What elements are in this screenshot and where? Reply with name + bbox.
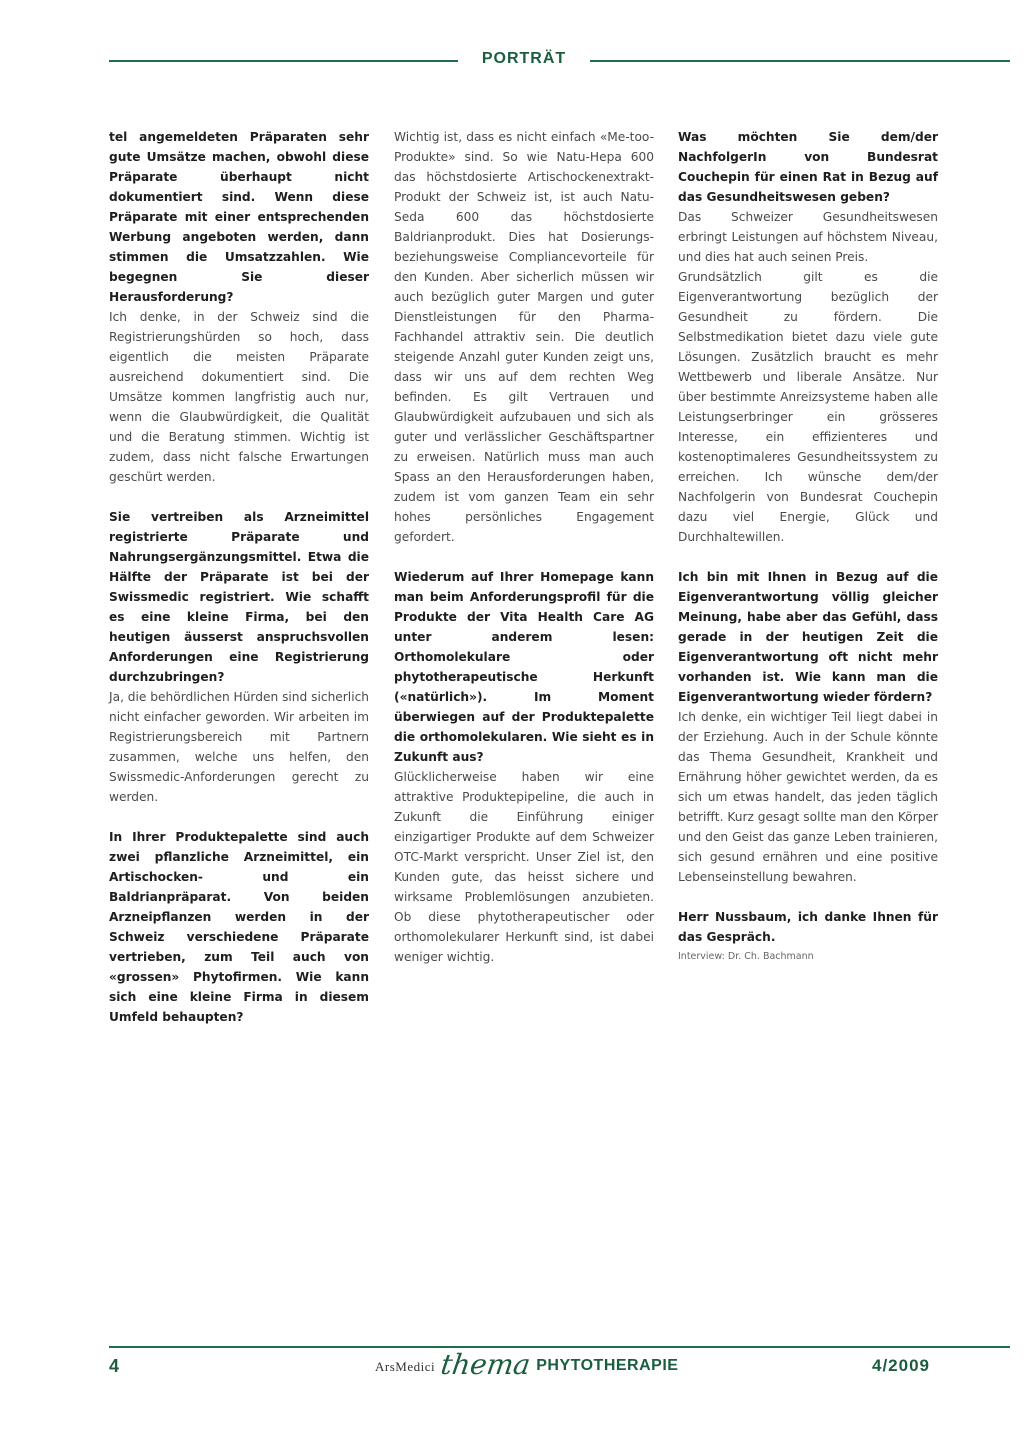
closing-paragraph: Herr Nussbaum, ich danke Ihnen für das Gespräch. [678,910,938,944]
answer-paragraph: Glücklicherweise haben wir eine attraktive Produktepipeline, die auch in Zukunft die Einführung einiger einzigartiger Produkte auf dem Schweizer OTC-Markt verspricht. Unser Ziel ist, den Kunden gute, das heisst sichere und wirksame Problemlösungen anzubieten. Ob diese phytotherapeutischer oder orthomolekularer Herkunft sind, ist dabei weniger wichtig. [394,770,654,964]
issue-number: 4/2009 [872,1356,930,1375]
question-paragraph: Ich bin mit Ihnen in Bezug auf die Eigenverantwortung völlig gleicher Meinung, habe aber das Gefühl, dass gerade in der heutigen Zeit die Eigenverantwortung oft nicht mehr vorhanden ist. Wie kann man die Eigenverantwortung wieder fördern? [678,570,938,704]
question-paragraph: Sie vertreiben als Arzneimittel registrierte Präparate und Nahrungsergänzungsmittel. Etwa die Hälfte der Präparate ist bei der Swissmedic registriert. Wie schafft es eine kleine Firma, bei den heutigen äusserst anspruchsvollen Anforderungen eine Registrierung durchzubringen? [109,510,369,684]
text-column-3 [678,127,938,967]
text-column-1 [109,127,369,1027]
question-paragraph: Was möchten Sie dem/der NachfolgerIn von Bundesrat Couchepin für einen Rat in Bezug auf das Gesundheitswesen geben? [678,130,938,204]
answer-paragraph: Wichtig ist, dass es nicht einfach «Me-too-Produkte» sind. So wie Natu-Hepa 600 das höchstdosierte Artischockenextrakt-Produkt der Schweiz ist, ist auch Natu-Seda 600 das höchstdosierte Baldrianprodukt. Dies hat Dosierungs- beziehungsweise Compliancevorteile für den Kunden. Aber sicherlich müssen wir auch bezüglich guter Margen und guter Dienstleistungen für den Pharma-Fachhandel attraktiv sein. Die deutlich steigende Anzahl guter Kunden zeigt uns, dass wir uns auf dem rechten Weg befinden. Es gilt Vertrauen und Glaubwürdigkeit aufzubauen und sich als guter und verlässlicher Geschäftspartner zu erweisen. Natürlich muss man auch Spass an den Herausforderungen haben, zudem ist vom ganzen Team ein sehr hohes persönliches Engagement gefordert. [394,130,654,544]
logo-ars-medici: ArsMedici [375,1359,436,1374]
answer-paragraph: Ich denke, ein wichtiger Teil liegt dabei in der Erziehung. Auch in der Schule könnte das Thema Gesundheit, Krankheit und Ernährung höher gewichtet werden, da es sich um etwas handelt, das jeden täglich betrifft. Kurz gesagt sollte man den Körper und den Geist das ganze Leben trainieren, sich gesund ernähren und eine positive Lebenseinstellung bewahren. [678,710,938,884]
question-paragraph: Wiederum auf Ihrer Homepage kann man beim Anforderungsprofil für die Produkte der Vita Health Care AG unter anderem lesen: Orthomolekulare oder phytotherapeutische Herkunft («natürlich»). Im Moment überwiegen auf der Produktepalette die orthomolekularen. Wie sieht es in Zukunft aus? [394,570,654,764]
question-paragraph: tel angemeldeten Präparaten sehr gute Umsätze machen, obwohl diese Präparate überhaupt nicht dokumentiert sind. Wenn diese Präparate mit einer entsprechenden Werbung angeboten werden, dann stimmen die Umsatzzahlen. Wie begegnen Sie dieser Herausforderung? [109,130,369,304]
header-rule-left [109,60,458,62]
logo-thema: thema [438,1348,533,1381]
page-number: 4 [109,1356,120,1376]
question-paragraph: In Ihrer Produktepalette sind auch zwei pflanzliche Arzneimittel, ein Artischocken- und ein Baldrianpräparat. Von beiden Arzneipflanzen werden in der Schweiz verschiedene Präparate vertrieben, zum Teil auch von «grossen» Phytofirmen. Wie kann sich eine kleine Firma in diesem Umfeld behaupten? [109,830,369,1024]
interview-credit: Interview: Dr. Ch. Bachmann [678,951,814,962]
footer-rule [109,1346,1010,1348]
logo-section-name: PHYTOTHERAPIE [536,1357,679,1374]
header-rule-right [590,60,1010,62]
answer-paragraph: Ja, die behördlichen Hürden sind sicherlich nicht einfacher geworden. Wir arbeiten im Registrierungsbereich mit Partnern zusammen, welche uns helfen, den Swissmedic-Anforderungen gerecht zu werden. [109,690,370,804]
answer-paragraph: Ich denke, in der Schweiz sind die Registrierungshürden so hoch, dass eigentlich die meisten Präparate ausreichend dokumentiert sind. Die Umsätze kommen langfristig auch nur, wenn die Glaubwürdigkeit, die Qualität und die Beratung stimmen. Wichtig ist zudem, dass nicht falsche Erwartungen geschürt werden. [109,310,369,484]
text-column-2 [394,127,654,967]
section-title: PORTRÄT [481,50,567,67]
answer-paragraph: Grundsätzlich gilt es die Eigenverantwortung bezüglich der Gesundheit zu fördern. Die Selbstmedikation bietet dazu viele gute Lösungen. Zusätzlich braucht es mehr Wettbewerb und liberale Ansätze. Nur über bestimmte Anreizsysteme haben alle Leistungserbringer ein grösseres Interesse, ein effizienteres und kostenoptimaleres Gesundheitssystem zu erreichen. Ich wünsche dem/der Nachfolgerin von Bundesrat Couchepin dazu viel Energie, Glück und Durchhaltewillen. [678,270,938,544]
publication-logo [375,1350,678,1380]
answer-paragraph: Das Schweizer Gesundheitswesen erbringt Leistungen auf höchstem Niveau, und dies hat auch seinen Preis. [678,210,938,264]
